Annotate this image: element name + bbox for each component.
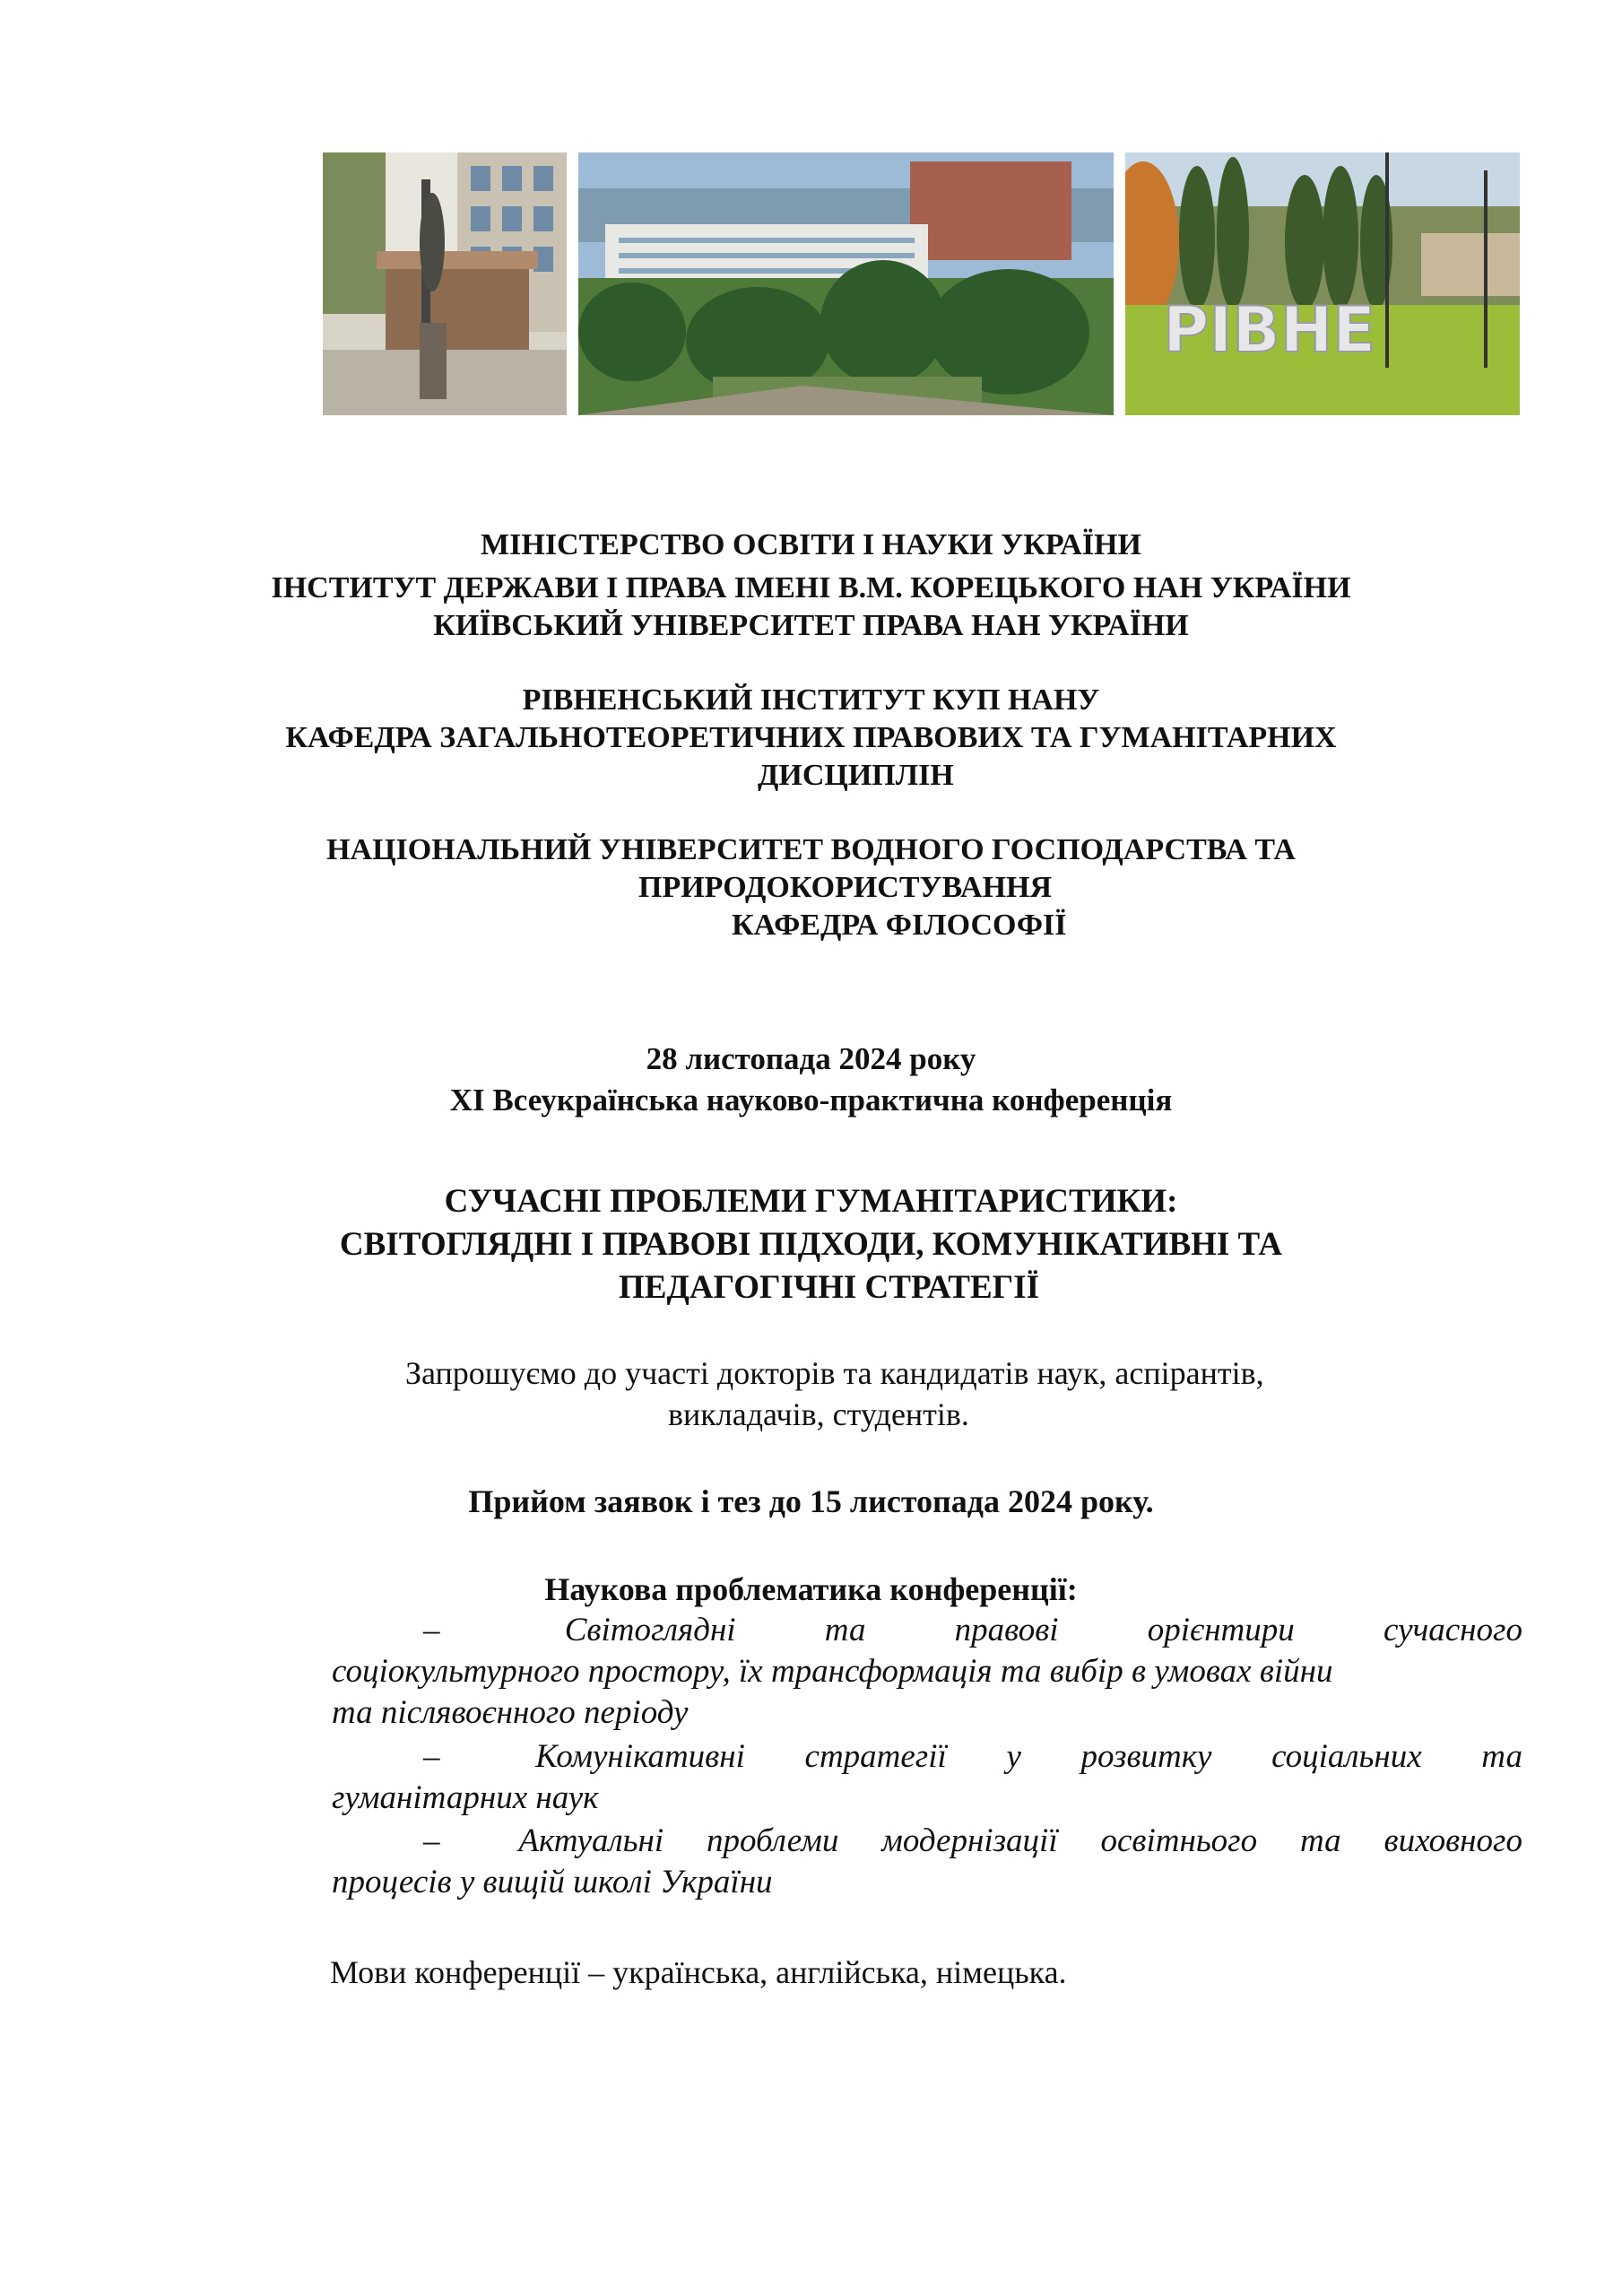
ministry-line: МІНІСТЕРСТВО ОСВІТИ І НАУКИ УКРАЇНИ bbox=[481, 528, 1141, 561]
nuwm-line-cont: ПРИРОДОКОРИСТУВАННЯ bbox=[638, 871, 1053, 904]
university-campus-photo bbox=[578, 152, 1114, 415]
topic-dash: – bbox=[423, 1612, 440, 1648]
header-photo-strip bbox=[323, 152, 1520, 415]
kyiv-university-line: КИЇВСЬКИЙ УНІВЕРСИТЕТ ПРАВА НАН УКРАЇНИ bbox=[433, 609, 1189, 642]
institute-line: ІНСТИТУТ ДЕРЖАВИ І ПРАВА ІМЕНІ В.М. КОРЕЦЬКОГО НАН УКРАЇНИ bbox=[271, 571, 1351, 604]
conference-title-line2: СВІТОГЛЯДНІ І ПРАВОВІ ПІДХОДИ, КОМУНІКАТИВНІ ТА bbox=[339, 1226, 1283, 1263]
invitation-line2: викладачів, студентів. bbox=[668, 1396, 969, 1432]
conference-languages: Мови конференції – українська, англійська, німецька. bbox=[330, 1954, 1067, 1990]
department-line: КАФЕДРА ЗАГАЛЬНОТЕОРЕТИЧНИХ ПРАВОВИХ ТА ГУМАНІТАРНИХ bbox=[285, 721, 1337, 754]
topic-item: – Світоглядні та правові орієнтири сучасного соціокультурного простору, їх трансформація та вибір в умовах війни та післявоєнного періоду bbox=[332, 1610, 1522, 1734]
topic-dash: – bbox=[423, 1738, 440, 1775]
rivne-institute-line: РІВНЕНСЬКИЙ ІНСТИТУТ КУП НАНУ bbox=[522, 683, 1100, 717]
conference-name: ХІ Всеукраїнська науково-практична конференція bbox=[449, 1083, 1173, 1118]
topic-dash: – bbox=[423, 1822, 440, 1859]
conference-date: 28 листопада 2024 року bbox=[646, 1041, 976, 1076]
conference-title-line1: СУЧАСНІ ПРОБЛЕМИ ГУМАНІТАРИСТИКИ: bbox=[444, 1183, 1178, 1220]
topic-item: – Комунікативні стратегії у розвитку соціальних та гуманітарних наук bbox=[332, 1736, 1522, 1819]
department-line-cont: ДИСЦИПЛІН bbox=[758, 759, 954, 792]
topics-heading: Наукова проблематика конференції: bbox=[544, 1571, 1078, 1607]
conference-title-line3: ПЕДАГОГІЧНІ СТРАТЕГІЇ bbox=[619, 1269, 1039, 1306]
submission-deadline: Прийом заявок і тез до 15 листопада 2024 року. bbox=[468, 1483, 1154, 1519]
nuwm-line: НАЦІОНАЛЬНИЙ УНІВЕРСИТЕТ ВОДНОГО ГОСПОДАРСТВА ТА bbox=[326, 833, 1296, 866]
topic-text: гуманітарних наук bbox=[332, 1779, 599, 1816]
invitation-line1: Запрошуємо до участі докторів та кандидатів наук, аспірантів, bbox=[405, 1355, 1264, 1391]
topic-text: та післявоєнного періоду bbox=[332, 1694, 689, 1731]
topic-text: процесів у вищій школі України bbox=[332, 1864, 773, 1900]
topic-item: – Актуальні проблеми модернізації освітнього та виховного процесів у вищій школі України bbox=[332, 1821, 1522, 1903]
topic-text: соціокультурного простору, їх трансформація та вибір в умовах війни bbox=[332, 1653, 1333, 1690]
rivne-sign: РІВНЕ bbox=[1163, 293, 1376, 367]
statue-building-photo bbox=[323, 152, 567, 415]
philosophy-department-line: КАФЕДРА ФІЛОСОФІЇ bbox=[732, 909, 1067, 942]
rivne-sign-park-photo bbox=[1125, 152, 1520, 415]
